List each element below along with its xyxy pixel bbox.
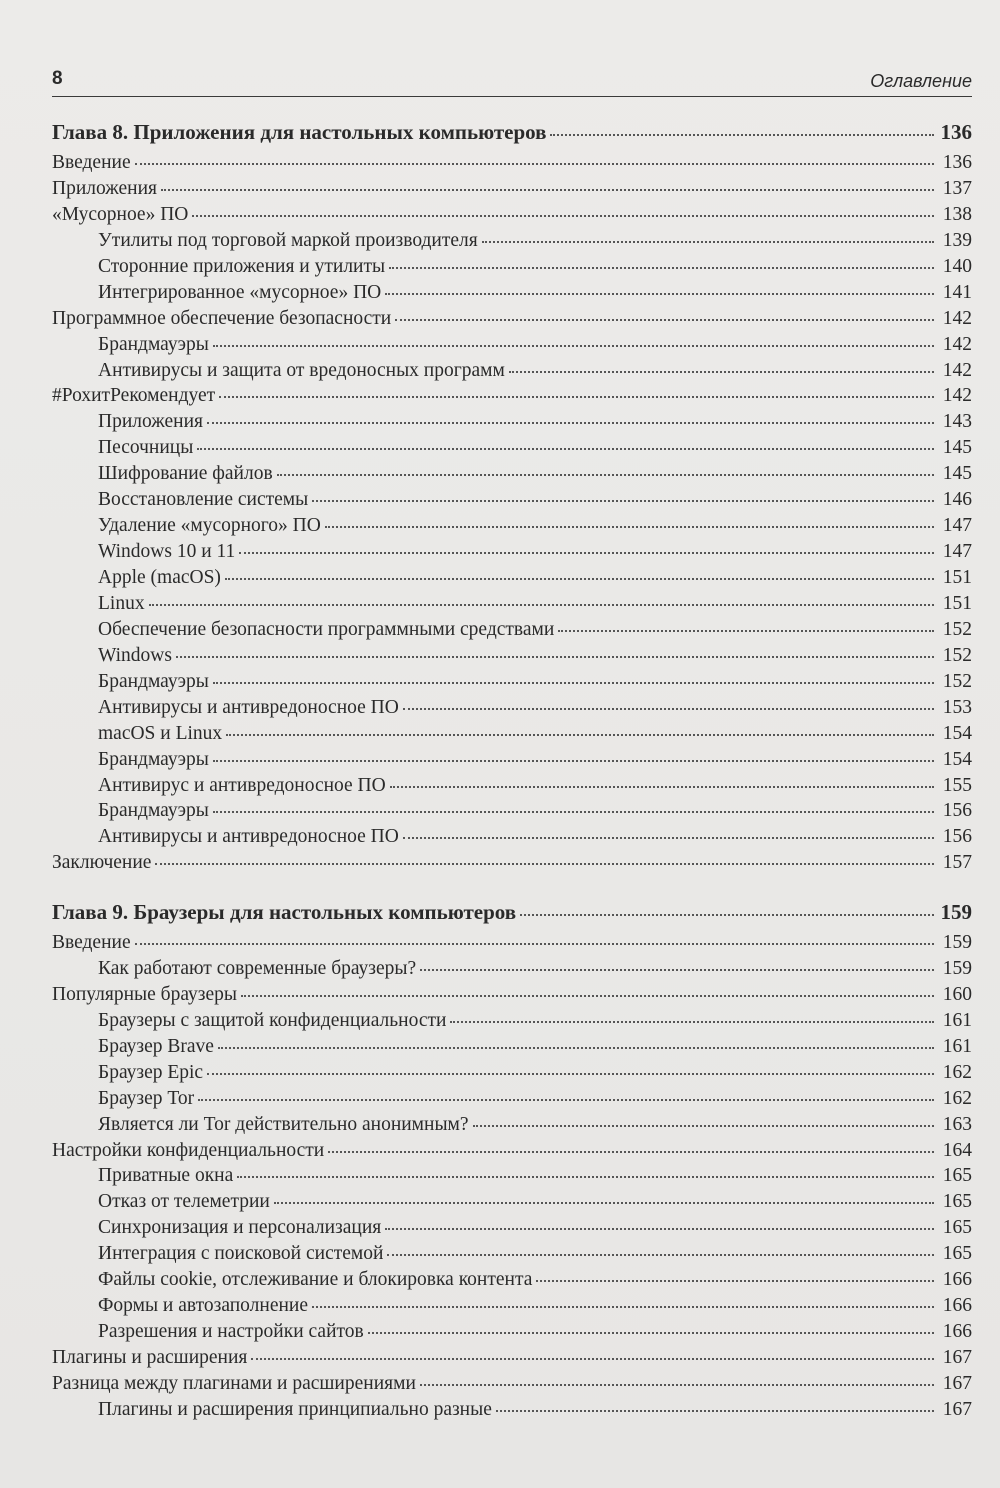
toc-entry-page: 151 (942, 567, 972, 588)
dot-leader (536, 1280, 934, 1282)
toc-entry-title: Введение (52, 152, 131, 173)
toc-entry[interactable] (52, 723, 972, 749)
toc-entry-page: 140 (942, 255, 972, 277)
toc-entry[interactable] (52, 282, 972, 308)
toc-entry-page: 152 (942, 644, 972, 666)
toc-entry[interactable] (52, 1114, 972, 1140)
toc-entry-page: 166 (942, 1295, 972, 1317)
dot-leader (509, 371, 934, 373)
dot-leader (213, 682, 934, 684)
toc-entry-page: 142 (942, 359, 972, 381)
dot-leader (135, 943, 934, 945)
toc-entry-title: Браузеры с защитой конфиденциальности (98, 1009, 447, 1031)
toc-entry[interactable] (52, 489, 972, 515)
toc-entry-page: 165 (942, 1165, 972, 1187)
toc-entry-title: Windows (98, 644, 172, 666)
chapter-page-number: 136 (940, 120, 972, 144)
dot-leader (368, 1332, 934, 1334)
toc-entry[interactable] (52, 775, 972, 801)
toc-entries (52, 932, 972, 1425)
toc-entry[interactable] (52, 852, 972, 878)
toc-entry[interactable] (52, 1140, 972, 1166)
toc-entry-title: Брандмауэры (98, 333, 209, 355)
running-title: Оглавление (870, 71, 972, 91)
toc-entry-title: Популярные браузеры (52, 983, 237, 1005)
dot-leader (155, 863, 934, 865)
toc-entry-page: 143 (942, 411, 972, 433)
dot-leader (192, 215, 934, 217)
toc-entry-title: Синхронизация и персонализация (98, 1217, 382, 1239)
dot-leader (218, 1047, 934, 1049)
toc-entry-page: 146 (942, 489, 972, 511)
toc-entry[interactable] (52, 1399, 972, 1425)
toc-entry-page: 154 (942, 748, 972, 770)
toc-entry-page: 142 (942, 333, 972, 355)
dot-leader (389, 267, 934, 269)
toc-entry-title: Песочницы (98, 437, 194, 459)
toc-entry-page: 161 (942, 1035, 972, 1057)
toc-entry-page: 157 (942, 852, 972, 874)
toc-entry-page: 164 (942, 1139, 972, 1161)
dot-leader (312, 500, 934, 502)
toc-entry-page: 156 (942, 800, 972, 822)
toc-entry[interactable] (52, 360, 972, 386)
toc-entry[interactable] (52, 1062, 972, 1088)
toc-entry[interactable] (52, 463, 972, 489)
toc-entry-page: 167 (942, 1347, 972, 1368)
dot-leader (237, 1176, 934, 1178)
toc-entry-title: Приватные окна (98, 1165, 234, 1187)
toc-entry-page: 139 (942, 229, 972, 251)
toc-entry-title: Антивирусы и защита от вредоносных программ (98, 359, 505, 381)
toc-entry-page: 142 (942, 385, 972, 407)
dot-leader (197, 448, 934, 450)
toc-entry-title: #РохитРекомендует (52, 385, 216, 407)
dot-leader (385, 1228, 934, 1230)
toc-entry[interactable] (52, 541, 972, 567)
toc-entry[interactable] (52, 411, 972, 437)
dot-leader (251, 1358, 934, 1360)
chapter-page-number: 159 (940, 900, 972, 924)
toc-entry[interactable] (52, 385, 972, 411)
toc-entry-title: Разница между плагинами и расширениями (52, 1372, 416, 1394)
toc-entry-page: 166 (942, 1321, 972, 1343)
toc-entry[interactable] (52, 334, 972, 360)
toc-entry-title: Apple (macOS) (98, 567, 221, 588)
toc-entry-title: Браузер Tor (98, 1087, 195, 1109)
toc-entry[interactable] (52, 230, 972, 256)
toc-entry-page: 166 (942, 1269, 972, 1291)
toc-entries (52, 152, 972, 878)
dot-leader (558, 630, 934, 632)
toc-entry-title: Плагины и расширения принципиально разные (98, 1398, 492, 1420)
toc-entry-page: 147 (942, 515, 972, 537)
toc-entry-title: Настройки конфиденциальности (52, 1139, 325, 1161)
toc-entry-title: Как работают современные браузеры? (98, 957, 417, 979)
toc-entry[interactable] (52, 204, 972, 230)
toc-entry[interactable] (52, 308, 972, 334)
toc-entry-title: Браузер Epic (98, 1061, 204, 1083)
dot-leader (225, 578, 934, 580)
dot-leader (213, 760, 934, 762)
dot-leader (520, 914, 934, 916)
toc-entry-page: 162 (942, 1087, 972, 1109)
dot-leader (219, 396, 934, 398)
toc-entry[interactable] (52, 619, 972, 645)
toc-entry[interactable] (52, 958, 972, 984)
dot-leader (387, 1254, 934, 1256)
dot-leader (213, 811, 934, 813)
dot-leader (473, 1125, 934, 1127)
toc-entry-title: Формы и автозаполнение (98, 1295, 309, 1317)
dot-leader (207, 422, 934, 424)
toc-entry[interactable] (52, 1295, 972, 1321)
dot-leader (328, 1151, 934, 1153)
toc-entry-title: Брандмауэры (98, 670, 209, 692)
toc-entry-page: 145 (942, 463, 972, 485)
toc-entry[interactable] (52, 1036, 972, 1062)
dot-leader (496, 1410, 934, 1412)
toc-entry-title: Сторонние приложения и утилиты (98, 255, 386, 277)
toc-entry[interactable] (52, 437, 972, 463)
dot-leader (149, 604, 934, 606)
toc-entry-page: 159 (942, 957, 972, 979)
toc-entry-title: Брандмауэры (98, 748, 209, 770)
dot-leader (176, 656, 934, 658)
dot-leader (207, 1073, 934, 1075)
dot-leader (450, 1021, 934, 1023)
toc-entry-title: Является ли Tor действительно анонимным? (98, 1113, 469, 1135)
dot-leader (420, 1384, 934, 1386)
page-number: 8 (52, 68, 63, 89)
toc-entry-page: 165 (942, 1217, 972, 1239)
toc-entry-title: Разрешения и настройки сайтов (98, 1321, 364, 1343)
dot-leader (135, 163, 934, 165)
toc-entry-page: 156 (942, 826, 972, 848)
toc-entry-title: «Мусорное» ПО (52, 203, 189, 225)
toc-entry-title: Плагины и расширения (52, 1347, 248, 1368)
toc-entry-page: 138 (942, 203, 972, 225)
toc-entry[interactable] (52, 800, 972, 826)
toc-entry-title: Заключение (52, 852, 152, 874)
toc-entry-title: Антивирусы и антивредоносное ПО (98, 826, 399, 848)
toc-entry-page: 137 (942, 177, 972, 199)
dot-leader (403, 708, 934, 710)
toc-entry[interactable] (52, 932, 972, 958)
toc-entry[interactable] (52, 1165, 972, 1191)
toc-entry[interactable] (52, 1321, 972, 1347)
dot-leader (161, 189, 934, 191)
toc-entry-page: 152 (942, 670, 972, 692)
toc-entry[interactable] (52, 515, 972, 541)
toc-entry-page: 147 (942, 541, 972, 563)
toc-entry-title: Введение (52, 932, 131, 953)
toc-entry-page: 141 (942, 281, 972, 303)
toc-entry-title: Брандмауэры (98, 800, 209, 822)
toc-entry[interactable] (52, 645, 972, 671)
toc-entry-page: 154 (942, 722, 972, 744)
toc-entry-title: Файлы cookie, отслеживание и блокировка контента (98, 1269, 533, 1291)
toc-entry[interactable] (52, 1010, 972, 1036)
dot-leader (312, 1306, 934, 1308)
toc-entry-page: 163 (942, 1113, 972, 1135)
toc-entry-page: 165 (942, 1191, 972, 1213)
dot-leader (239, 552, 934, 554)
toc-entry-title: Антивирусы и антивредоносное ПО (98, 696, 399, 718)
toc-entry-title: Приложения (98, 411, 203, 433)
toc-entry[interactable] (52, 1243, 972, 1269)
toc-entry[interactable] (52, 178, 972, 204)
toc-entry-page: 145 (942, 437, 972, 459)
dot-leader (395, 319, 934, 321)
toc-entry-page: 153 (942, 696, 972, 718)
toc-entry[interactable] (52, 1217, 972, 1243)
toc-entry-page: 142 (942, 307, 972, 329)
toc-entry-page: 165 (942, 1243, 972, 1265)
toc-entry-page: 159 (942, 932, 972, 953)
toc-entry-title: macOS и Linux (98, 722, 223, 744)
dot-leader (550, 134, 934, 136)
toc-entry-page: 160 (942, 983, 972, 1005)
toc-entry-page: 136 (942, 152, 972, 173)
dot-leader (274, 1202, 934, 1204)
dot-leader (482, 241, 934, 243)
toc-entry-title: Интегрированное «мусорное» ПО (98, 281, 382, 303)
toc-entry[interactable] (52, 1347, 972, 1373)
chapter-heading[interactable] (52, 120, 972, 152)
toc-entry[interactable] (52, 256, 972, 282)
dot-leader (390, 786, 934, 788)
toc-entry[interactable] (52, 1191, 972, 1217)
toc-entry[interactable] (52, 697, 972, 723)
toc-entry-title: Утилиты под торговой маркой производителя (98, 229, 478, 251)
toc-entry[interactable] (52, 1269, 972, 1295)
toc-entry[interactable] (52, 152, 972, 178)
toc-entry-title: Восстановление системы (98, 489, 309, 511)
toc-entry[interactable] (52, 1088, 972, 1114)
dot-leader (385, 293, 934, 295)
chapter-title: Глава 9. Браузеры для настольных компьютеров (52, 900, 517, 924)
toc-entry-title: Программное обеспечение безопасности (52, 307, 392, 329)
toc-entry-page: 152 (942, 618, 972, 640)
dot-leader (241, 995, 934, 997)
dot-leader (226, 734, 934, 736)
dot-leader (198, 1099, 934, 1101)
toc-chapter-8 (52, 120, 972, 878)
page-header (52, 66, 972, 97)
toc-entry-page: 161 (942, 1009, 972, 1031)
dot-leader (325, 526, 934, 528)
toc-entry[interactable] (52, 984, 972, 1010)
toc-entry[interactable] (52, 826, 972, 852)
toc-entry-title: Windows 10 и 11 (98, 541, 236, 563)
chapter-heading[interactable] (52, 900, 972, 932)
toc-entry-page: 167 (942, 1398, 972, 1420)
toc-entry[interactable] (52, 671, 972, 697)
toc-entry-title: Шифрование файлов (98, 463, 273, 485)
toc-entry-title: Браузер Brave (98, 1035, 214, 1057)
chapter-title: Глава 8. Приложения для настольных компьютеров (52, 120, 547, 144)
toc-entry-title: Обеспечение безопасности программными средствами (98, 618, 555, 640)
dot-leader (403, 837, 934, 839)
toc-entry-page: 155 (942, 774, 972, 796)
toc-entry-page: 167 (942, 1372, 972, 1394)
toc-entry[interactable] (52, 749, 972, 775)
dot-leader (420, 969, 934, 971)
toc-entry-title: Приложения (52, 177, 157, 199)
toc-entry-page: 151 (942, 592, 972, 614)
toc-chapter-9 (52, 900, 972, 1425)
toc-entry-page: 162 (942, 1061, 972, 1083)
dot-leader (213, 345, 934, 347)
toc-entry-title: Отказ от телеметрии (98, 1191, 270, 1213)
toc-entry-title: Linux (98, 592, 145, 614)
toc-entry[interactable] (52, 567, 972, 593)
toc-entry[interactable] (52, 593, 972, 619)
toc-entry-title: Антивирус и антивредоносное ПО (98, 774, 386, 796)
toc-entry-title: Интеграция с поисковой системой (98, 1243, 384, 1265)
toc-entry-title: Удаление «мусорного» ПО (98, 515, 321, 537)
dot-leader (277, 474, 934, 476)
toc-entry[interactable] (52, 1373, 972, 1399)
